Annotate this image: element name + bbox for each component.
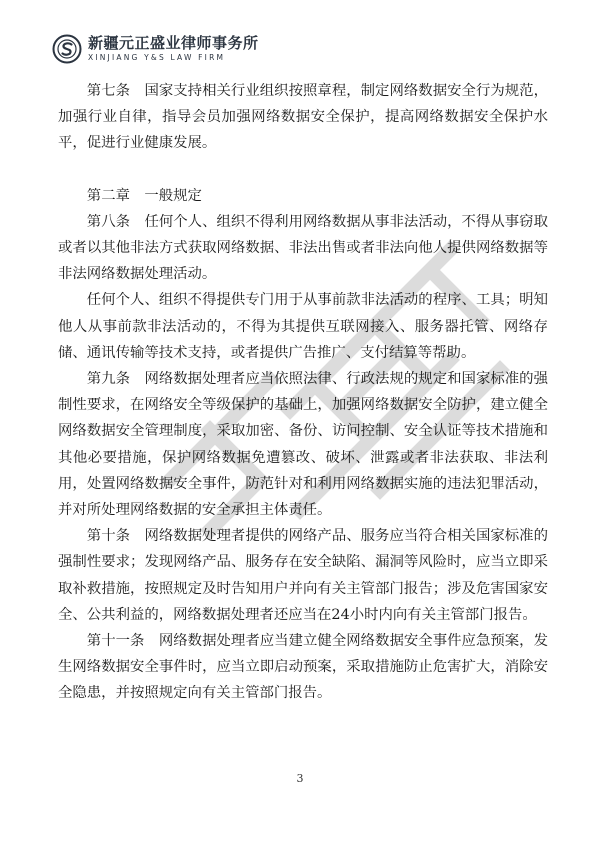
page-number: 3 [296, 772, 304, 785]
firm-name-en: XINJIANG Y&S LAW FIRM [88, 53, 226, 63]
article-10: 第十条 网络数据处理者提供的网络产品、服务应当符合相关国家标准的强制性要求；发现网络产品、服务存在安全缺陷、漏洞等风险时，应当立即采取补救措施，按照规定及时告知用户并向有关主管部门报告；涉及危害国家安全、公共利益的，网络数据处理者还应当在24小时内向有关主管部门报告。 [58, 528, 548, 623]
article-8: 第八条 任何个人、组织不得利用网络数据从事非法活动，不得从事窃取或者以其他非法方式获取网络数据、非法出售或者非法向他人提供网络数据等非法网络数据处理活动。 [58, 213, 548, 283]
article-9: 第九条 网络数据处理者应当依照法律、行政法规的规定和国家标准的强制性要求，在网络安全等级保护的基础上，加强网络数据安全防护，建立健全网络数据安全管理制度，采取加密、备份、访问控制、安全认证等技术措施和其他必要措施，保护网络数据免遭篡改、破坏、泄露或者非法获取、非法利用，处置网络数据安全事件，防范针对和利用网络数据实施的违法犯罪活动，并对所处理网络数据的安全承担主体责任。 [58, 371, 548, 519]
article-7: 第七条 国家支持相关行业组织按照章程，制定网络数据安全行为规范，加强行业自律，指导会员加强网络数据安全保护，提高网络数据安全保护水平，促进行业健康发展。 [58, 83, 548, 152]
document-body [58, 78, 548, 707]
article-8-paragraph-2: 任何个人、组织不得提供专门用于从事前款非法活动的程序、工具；明知他人从事前款非法活动的，不得为其提供互联网接入、服务器托管、网络存储、通讯传输等技术支持，或者提供广告推广、支付结算等帮助。 [58, 292, 548, 361]
chapter-2-heading: 第二章 一般规定 [86, 187, 202, 204]
firm-header [52, 34, 259, 64]
firm-logo-icon [52, 34, 82, 64]
firm-name-cn: 新疆元正盛业律师事务所 [88, 34, 259, 53]
article-11: 第十一条 网络数据处理者应当建立健全网络数据安全事件应急预案，发生网络数据安全事件时，应当立即启动预案，采取措施防止危害扩大，消除安全隐患，并按照规定向有关主管部门报告。 [58, 633, 548, 702]
